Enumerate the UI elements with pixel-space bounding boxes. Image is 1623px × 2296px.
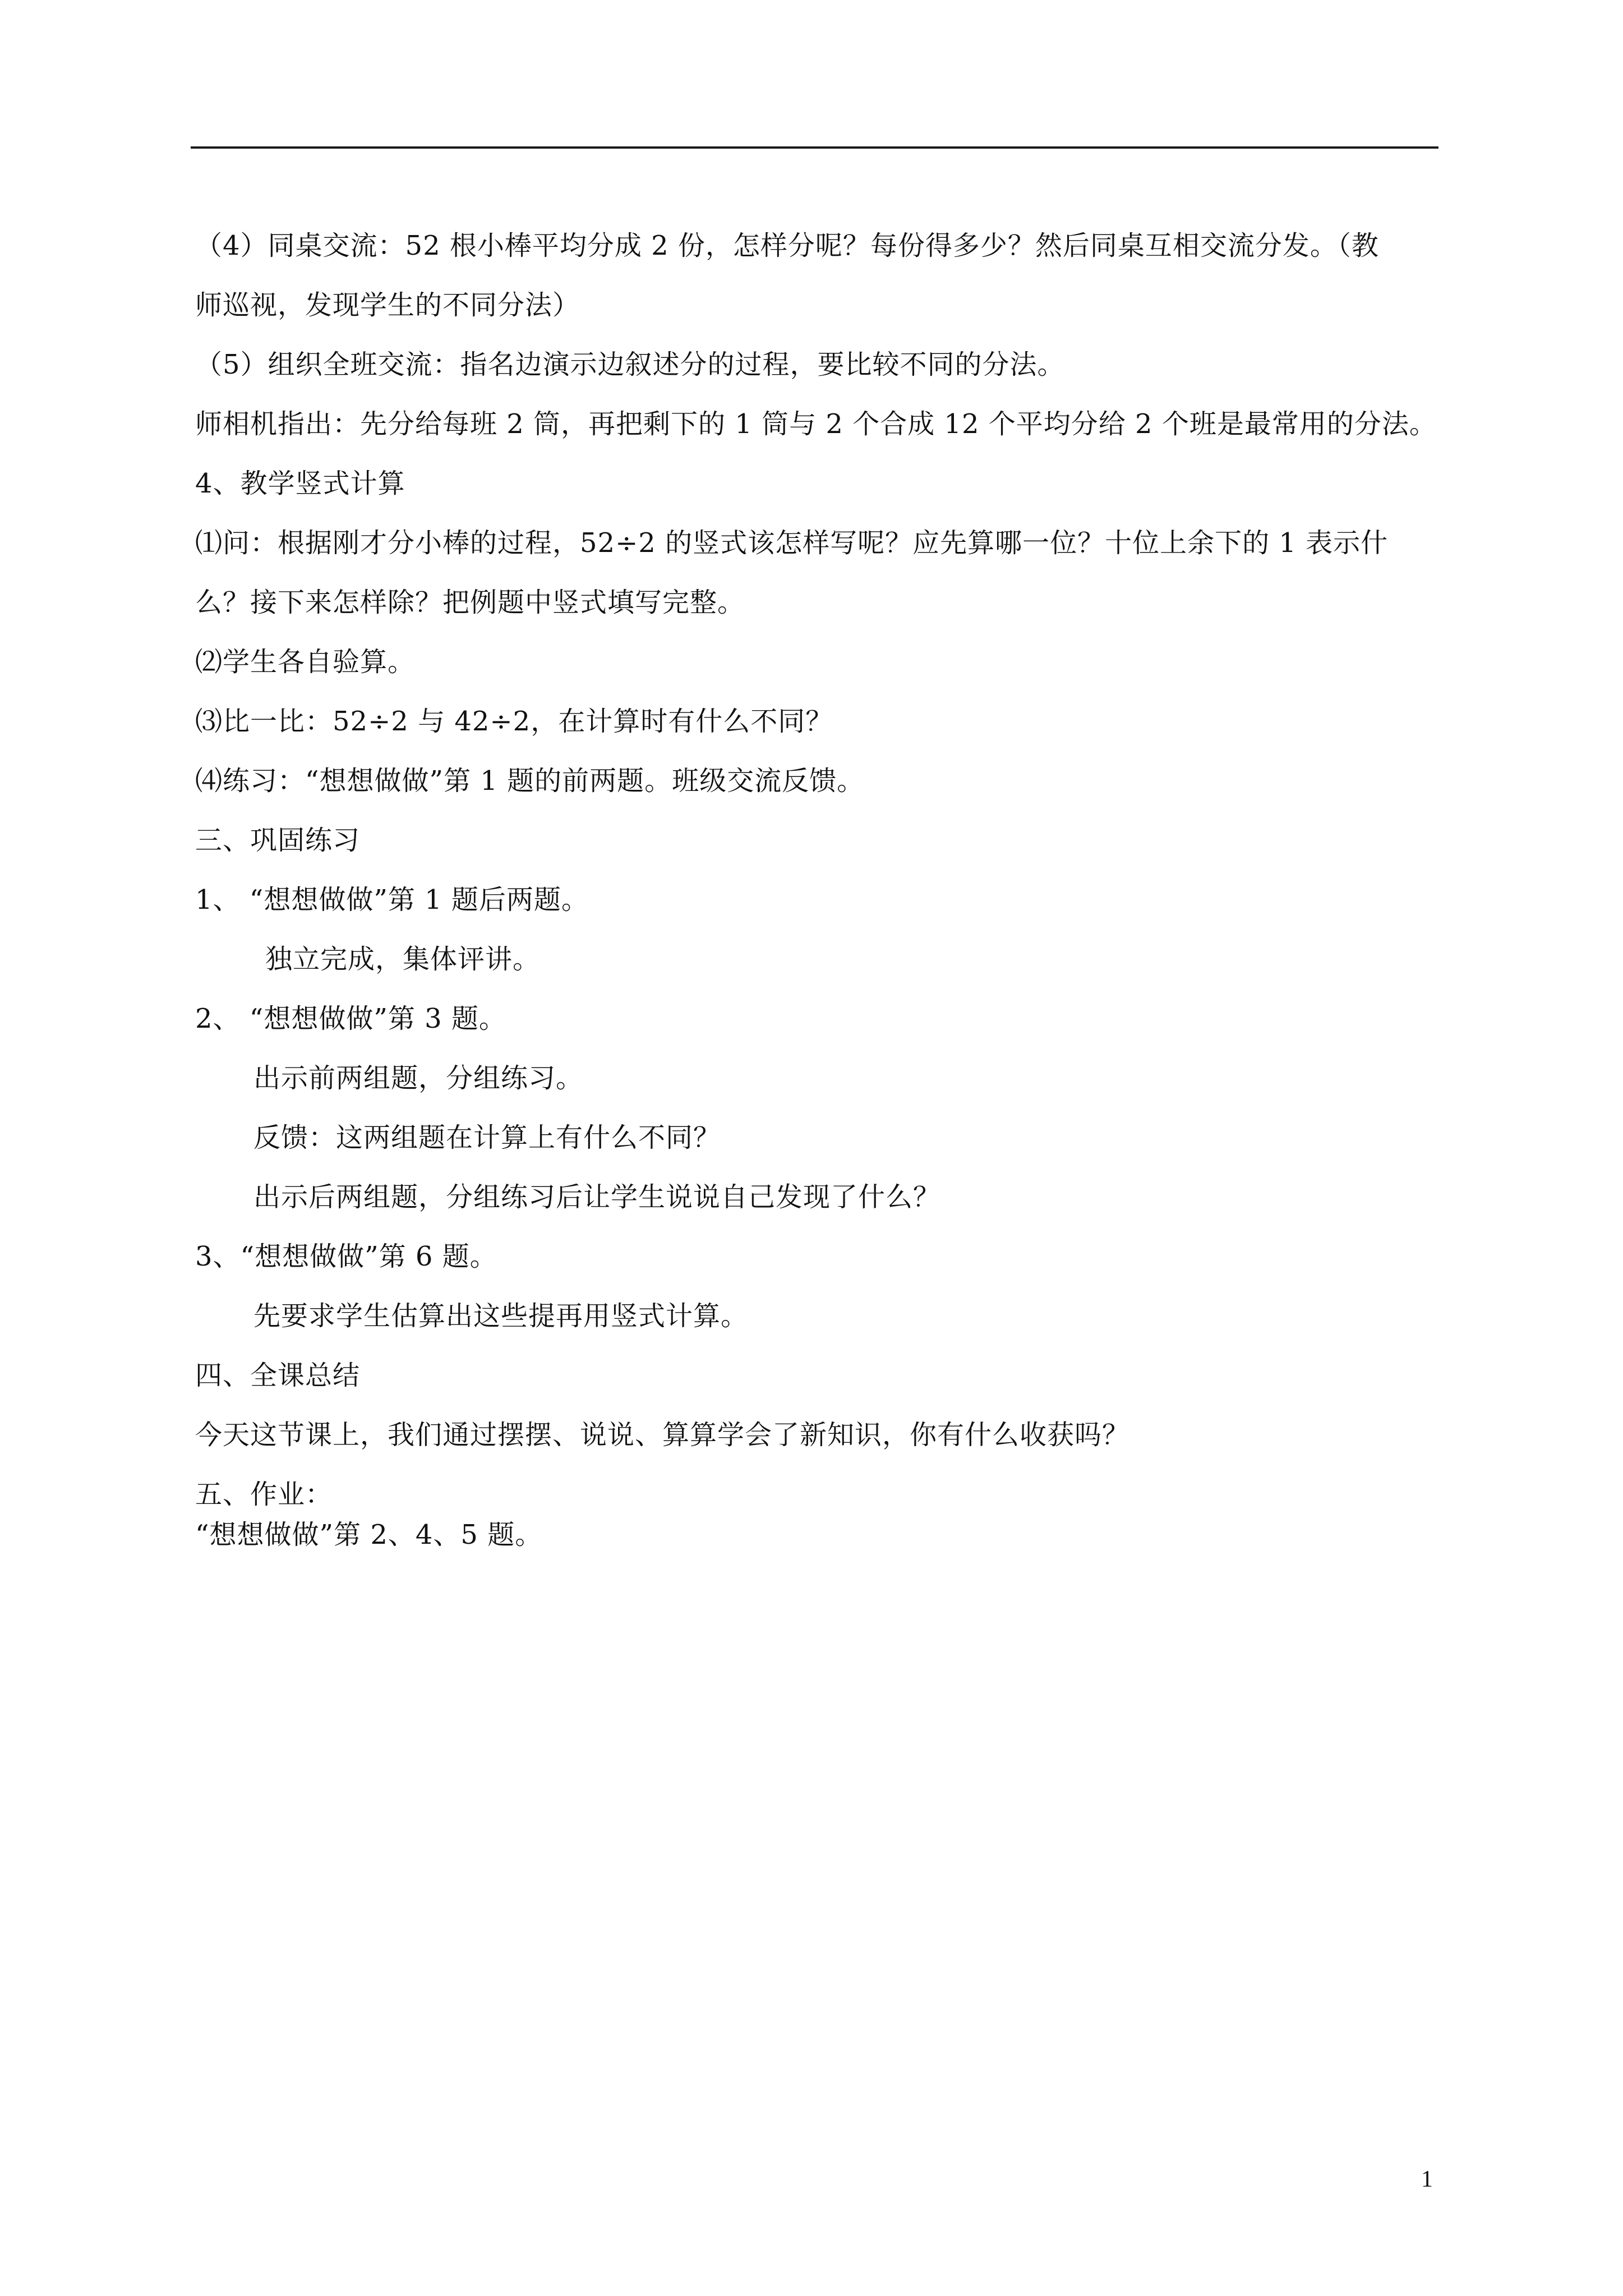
- paragraph-line: 今天这节课上，我们通过摆摆、说说、算算学会了新知识，你有什么收获吗？: [195, 1419, 1130, 1451]
- list-item: 3、“想想做做”第 6 题。: [195, 1241, 497, 1272]
- paragraph-line: ⑷练习：“想想做做”第 1 题的前两题。班级交流反馈。: [195, 765, 865, 797]
- section-heading: 五、作业：: [195, 1479, 333, 1510]
- list-item-detail: 反馈：这两组题在计算上有什么不同？: [253, 1122, 721, 1153]
- list-item: 1、 “想想做做”第 1 题后两题。: [195, 884, 589, 915]
- list-item: 2、 “想想做做”第 3 题。: [195, 1003, 506, 1034]
- paragraph-line: （5）组织全班交流：指名边演示边叙述分的过程，要比较不同的分法。: [195, 349, 1065, 380]
- header-rule: [191, 146, 1438, 149]
- paragraph-line: ⑴问：根据刚才分小棒的过程，52÷2 的竖式该怎样写呢？应先算哪一位？十位上余下的 1 表示什: [195, 527, 1389, 559]
- list-item-detail: 出示前两组题，分组练习。: [253, 1062, 584, 1094]
- paragraph-line: ⑵学生各自验算。: [195, 646, 416, 678]
- section-heading: 四、全课总结: [195, 1360, 361, 1391]
- list-item-detail: 先要求学生估算出这些提再用竖式计算。: [253, 1300, 749, 1332]
- paragraph-line: ⑶比一比：52÷2 与 42÷2，在计算时有什么不同？: [195, 706, 833, 737]
- list-item-detail: 出示后两组题，分组练习后让学生说说自己发现了什么？: [253, 1181, 941, 1213]
- paragraph-line: 师巡视，发现学生的不同分法）: [195, 289, 580, 321]
- list-item-detail: 独立完成，集体评讲。: [265, 944, 541, 975]
- document-body: [195, 216, 1437, 1554]
- paragraph-line: 么？接下来怎样除？把例题中竖式填写完整。: [195, 587, 745, 618]
- page-number: 1: [1421, 2166, 1433, 2192]
- paragraph-line: “想想做做”第 2、4、5 题。: [195, 1519, 543, 1550]
- paragraph-line: 师相机指出：先分给每班 2 筒，再把剩下的 1 筒与 2 个合成 12 个平均分给 2 个班是最常用的分法。: [195, 408, 1437, 440]
- section-heading: 4、教学竖式计算: [195, 468, 405, 499]
- section-heading: 三、巩固练习: [195, 825, 361, 856]
- paragraph-line: （4）同桌交流：52 根小棒平均分成 2 份，怎样分呢？每份得多少？然后同桌互相交流分发。（教: [195, 230, 1379, 261]
